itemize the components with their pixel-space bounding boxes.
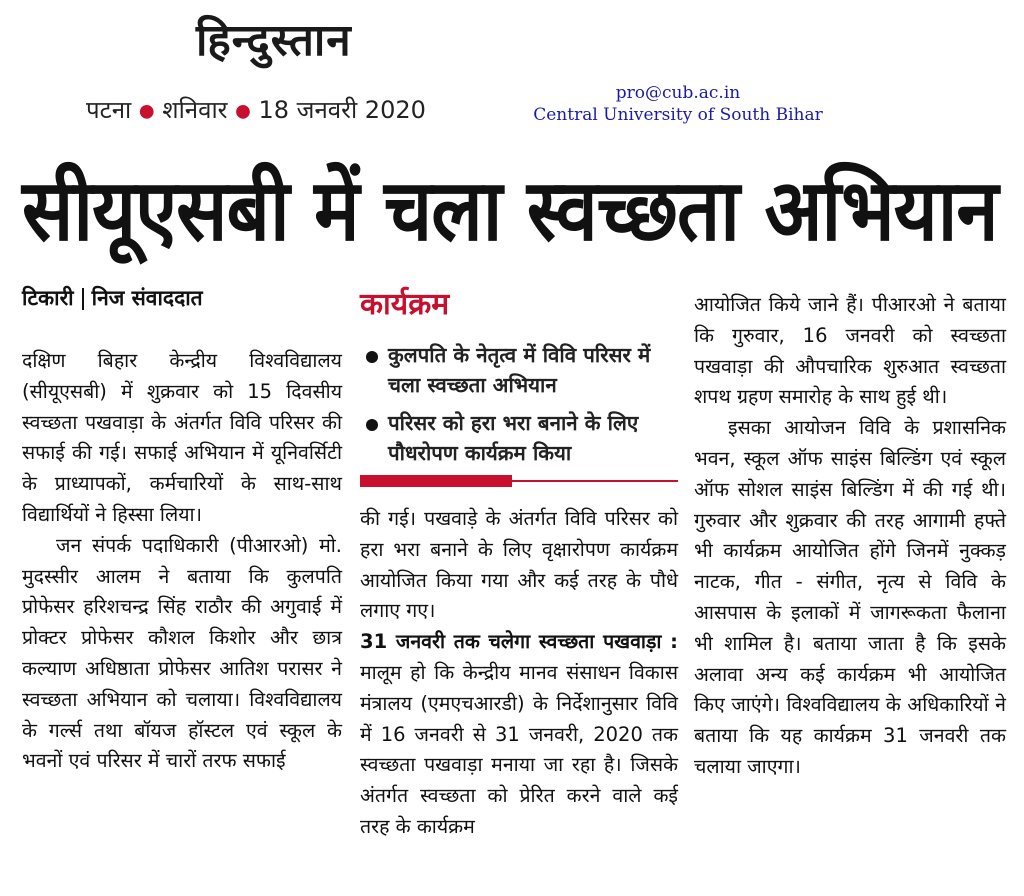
column3-paragraph-2-text: इसका आयोजन विवि के प्रशासनिक भवन, स्कूल ऑफ साइंस बिल्डिंग एवं स्कूल ऑफ सोशल साइंस बिल्डिंग में की गई थी। गुरुवार और शुक्रवार की तरह आगामी हफ्ते भी कार्यक्रम आयोजित होंगे जिनमें नुक्कड़ नाटक, गीत - संगीत, नृत्य से विवि के आसपास के इलाकों में जागरूकता फैलाना भी शामिल है। बताया जाता है कि इसके अलावा अन्य कई कार्यक्रम भी आयोजित किए जाएंगे। विश्वविद्यालय के अधिकारियों ने बताया कि यह कार्यक्रम 31 जनवरी तक चलाया जाएगा। [694,416,1006,778]
highlight-item: परिसर को हरा भरा बनाने के लिए पौधरोपण कार्यक्रम किया [362,408,678,468]
highlights-divider-accent [360,475,512,487]
column1-paragraph-1: दक्षिण बिहार केन्द्रीय विश्वविद्यालय (सीयूएसबी) में शुक्रवार को 15 दिवसीय स्वच्छता पखवाड़ा के अंतर्गत विवि परिसर की सफाई की गई। सफाई अभियान में यूनिवर्सिटी के प्राध्यापकों, कर्मचारियों के साथ-साथ विद्यार्थियों ने हिस्सा लिया। [22,349,342,526]
highlights-box-title: कार्यक्रम [360,287,450,322]
source-email: pro@cub.ac.in [615,83,741,103]
highlight-item: कुलपति के नेतृत्व में विवि परिसर में चला स्वच्छता अभियान [362,340,678,400]
dateline-day: शनिवार [162,96,228,124]
article-column-2 [360,504,678,843]
dateline-city: पटना [86,96,132,124]
dateline [86,93,426,126]
byline-divider [82,288,84,310]
column2-paragraph-1: की गई। पखवाड़े के अंतर्गत विवि परिसर को हरा भरा बनाने के लिए वृक्षारोपण कार्यक्रम आयोजित किया गया और कई तरह के पौधे लगाए गए। [360,507,678,623]
source-stamp [528,82,828,126]
bullet-dot-icon: ● [138,100,155,122]
column2-paragraph-2 [360,627,678,843]
bullet-dot-icon: ● [235,100,251,122]
source-name: Central University of South Bihar [533,105,823,125]
dateline-date: 18 जनवरी 2020 [258,96,426,124]
subheading: 31 जनवरी तक चलेगा स्वच्छता पखवाड़ा : [360,630,678,654]
byline-reporter: निज संवाददात [91,286,203,310]
highlights-list [362,340,678,476]
column1-paragraph-2 [22,531,342,777]
byline-place: टिकारी [22,286,74,310]
article-headline: सीयूएसबी में चला स्वच्छता अभियान [22,160,998,260]
column1-paragraph-2-text: जन संपर्क पदाधिकारी (पीआरओ) मो. मुदस्सीर आलम ने बताया कि कुलपति प्रोफेसर हरिशचन्द्र सिंह राठौर की अगुवाई में प्रोक्टर प्रोफेसर कौशल किशोर और छात्र कल्याण अधिष्ठाता प्रोफेसर आतिश परासर ने स्वच्छता अभियान को चलाया। विश्वविद्यालय के गर्ल्स तथा बॉयज हॉस्टल एवं स्कूल के भवनों एवं परिसर में चारों तरफ सफाई [22,533,342,773]
column3-paragraph-2 [694,413,1006,783]
column3-paragraph-1: आयोजित किये जाने हैं। पीआरओ ने बताया कि गुरुवार, 16 जनवरी को स्वच्छता पखवाड़ा की औपचारिक शुरुआत स्वच्छता शपथ ग्रहण समारोह के साथ हुई थी। [694,293,1006,409]
byline [22,284,203,312]
column2-paragraph-2-text: मालूम हो कि केन्द्रीय मानव संसाधन विकास मंत्रालय (एमएचआरडी) के निर्देशानुसार विवि में 16 जनवरी से 31 जनवरी, 2020 तक स्वच्छता पखवाड़ा मनाया जा रहा है। जिसके अंतर्गत स्वच्छता को प्रेरित करने वाले कई तरह के कार्यक्रम [360,660,678,838]
newspaper-masthead: हिन्दुस्तान [196,15,352,66]
article-column-3 [694,290,1006,783]
article-column-1 [22,346,342,777]
